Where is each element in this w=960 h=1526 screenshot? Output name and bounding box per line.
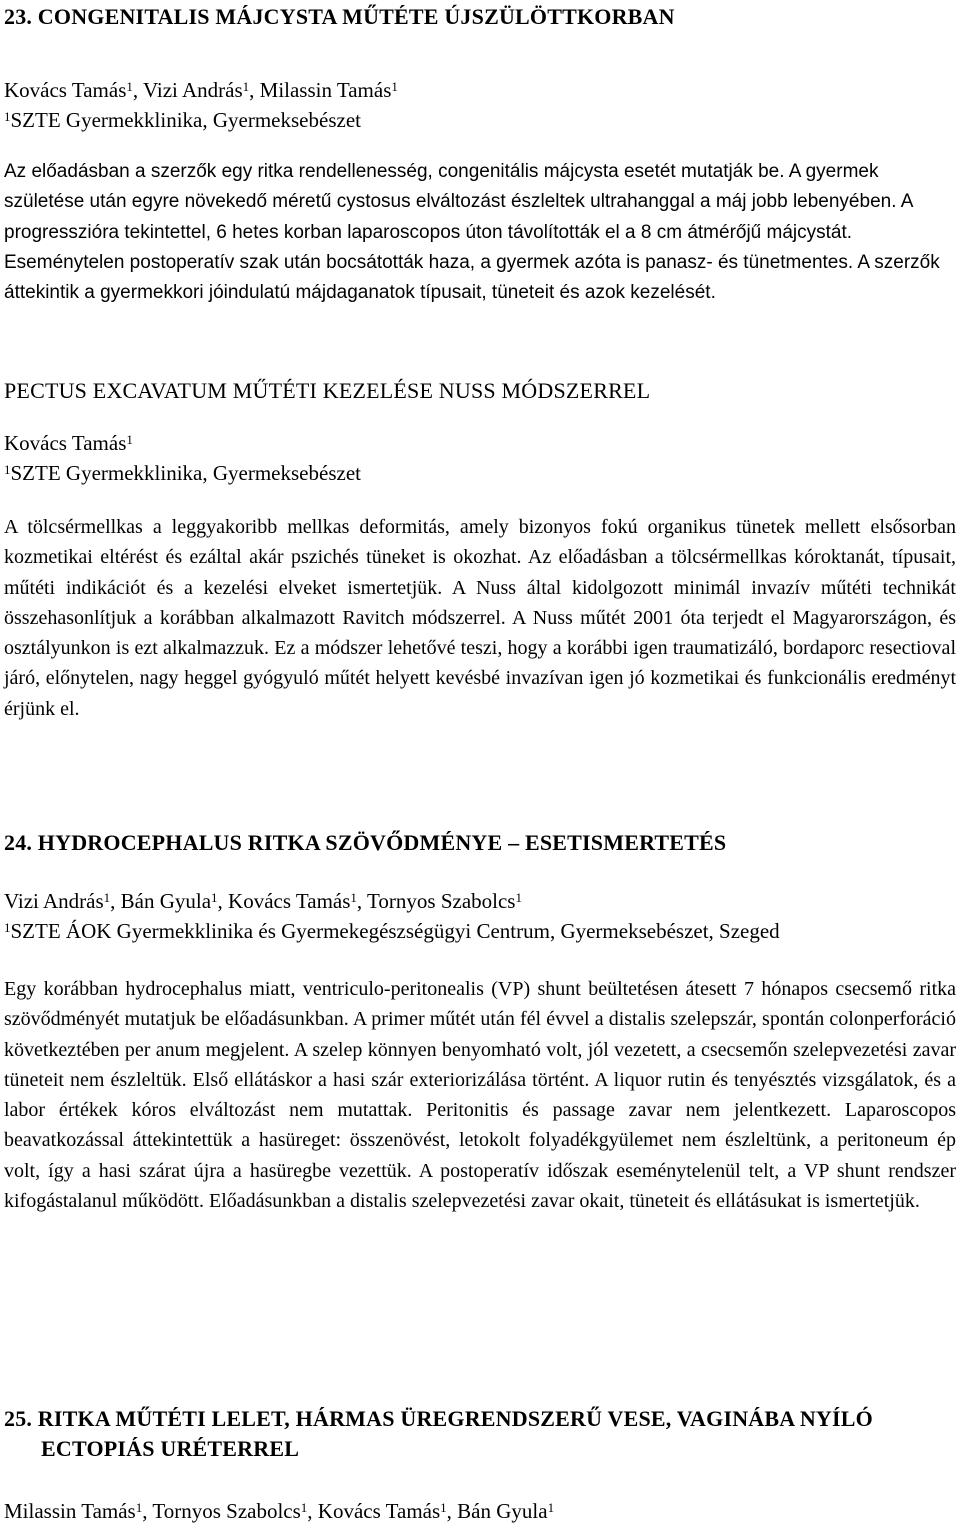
author-affiliation-mark: 1	[135, 1500, 143, 1515]
affiliation	[4, 458, 956, 488]
author-list: Kovács Tamás$^1$, Vizi András$^1$, Milassin Tamás$^1$	[4, 78, 398, 102]
author-list: Vizi András$^1$, Bán Gyula$^1$, Kovács Tamás$^1$, Tornyos Szabolcs$^1$	[4, 889, 522, 913]
author-list: Milassin Tamás$^1$, Tornyos Szabolcs$^1$, Kovács Tamás$^1$, Bán Gyula$^1$	[4, 1499, 555, 1523]
affiliation	[4, 105, 956, 135]
affiliation-text: SZTE Gyermekklinika, Gyermeksebészet	[10, 108, 361, 132]
author-affiliation-mark: 1	[242, 79, 250, 94]
section-title: 24. HYDROCEPHALUS RITKA SZÖVŐDMÉNYE – ESETISMERTETÉS	[4, 830, 727, 855]
abstract-section-25	[4, 1404, 956, 1526]
author-affiliation-mark: 1	[103, 890, 111, 905]
abstract-section-24	[4, 828, 956, 1216]
author-affiliation-mark: 1	[440, 1500, 447, 1515]
author-name: Kovács Tamás	[4, 431, 127, 455]
section-title: PECTUS EXCAVATUM MŰTÉTI KEZELÉSE NUSS MÓDSZERREL	[4, 378, 651, 403]
section-title: 25. RITKA MŰTÉTI LELET, HÁRMAS ÜREGRENDSZERŰ VESE, VAGINÁBA NYÍLÓ ECTOPIÁS URÉTERREL	[4, 1406, 873, 1461]
author-affiliation-mark: 1	[547, 1500, 555, 1515]
author-name: Vizi András	[4, 889, 104, 913]
author-affiliation-mark: 1	[300, 1500, 308, 1515]
affiliation-text: SZTE Gyermekklinika, Gyermeksebészet	[10, 461, 361, 485]
author-name: Tornyos Szabolcs	[152, 1499, 301, 1523]
author-name: Milassin Tamás	[259, 78, 392, 102]
author-affiliation-mark: 1	[350, 890, 357, 905]
affiliation-mark: 1	[4, 920, 11, 935]
author-name: Milassin Tamás	[4, 1499, 136, 1523]
author-name: Bán Gyula	[120, 889, 212, 913]
section-title: 23. CONGENITALIS MÁJCYSTA MŰTÉTE ÚJSZÜLÖTTKORBAN	[4, 4, 675, 29]
abstract-section-23	[4, 2, 956, 308]
author-affiliation-mark: 1	[515, 890, 522, 905]
affiliation-mark: 1	[4, 462, 11, 477]
author-name: Kovács Tamás	[228, 889, 351, 913]
author-name: Tornyos Szabolcs	[367, 889, 516, 913]
author-name: Kovács Tamás	[317, 1499, 441, 1523]
author-name: Kovács Tamás	[4, 78, 127, 102]
author-name: Bán Gyula	[457, 1499, 548, 1523]
abstract-text: Az előadásban a szerzők egy ritka rendellenesség, congenitális májcysta esetét mutatják be. A gyermek születése után egyre növekedő méretű cystosus elváltozást észleltek ultrahanggal a máj jobb lebenyében. A progresszióra tekintettel, 6 hetes korban laparoscopos úton távolították el a 8 cm átmérőjű májcystát. Eseménytelen postoperatív szak után bocsátották haza, a gyermek azóta is panasz- és tünetmentes. A szerzők áttekintik a gyermekkori jóindulatú májdaganatok típusait, tüneteit és azok kezelését.	[4, 161, 940, 304]
abstract-section-pectus	[4, 376, 956, 724]
author-list	[4, 428, 956, 458]
affiliation-mark: 1	[4, 109, 11, 124]
affiliation	[4, 916, 956, 946]
author-affiliation-mark: 1	[126, 79, 133, 94]
abstract-text: Egy korábban hydrocephalus miatt, ventriculo-peritonealis (VP) shunt beültetésen átesett 7 hónapos csecsemő ritka szövődményét mutatjuk be előadásunkban. A primer műtét után fél évvel a distalis szelepszár, spontán colonperforáció következtében per anum megjelent. A szelep könnyen benyomható volt, jól vezetett, a csecsemőn szelepvezetési zavar tüneteit nem észleltük. Első ellátáskor a hasi szár exteriorizálása történt. A liquor rutin és tenyésztés vizsgálatok, és a labor értékek kóros elváltozást nem mutattak. Peritonitis és passage zavar nem jelentkezett. Laparoscopos beavatkozással áttekintettük a hasüreget: összenövést, letokolt folyadékgyülemet nem észleltünk, a peritoneum ép volt, így a hasi szárat újra a hasüregbe vezettük. A postoperatív időszak eseménytelenül telt, a VP shunt rendszer kifogástalanul működött. Előadásunkban a distalis szelepvezetési zavar okait, tüneteit és ellátásukat is ismertetjük.	[4, 978, 956, 1213]
author-affiliation-mark: 1	[211, 890, 218, 905]
author-name: Vizi András	[143, 78, 243, 102]
abstract-text: A tölcsérmellkas a leggyakoribb mellkas deformitás, amely bizonyos fokú organikus tünetek mellett elsősorban kozmetikai eltérést és ezáltal akár pszichés tüneket is okozhat. Az előadásban a tölcsérmellkas kóroktanát, típusait, műtéti indikációt és a kezelési elveket ismertetjük. A Nuss által kidolgozott minimál invazív műtéti technikát összehasonlítjuk a korábban alkalmazott Ravitch módszerrel. A Nuss műtét 2001 óta terjedt el Magyarországon, és osztályunkon is ezt alkalmazzuk. Ez a módszer lehetővé teszi, hogy a korábbi igen traumatizáló, bordaporc resectioval járó, előnytelen, nagy heggel gyógyuló műtét helyett kevésbé invazívan igen jó kozmetikai és funkcionális eredményt érjünk el.	[4, 516, 956, 720]
author-affiliation-mark: 1	[126, 432, 133, 447]
author-affiliation-mark: 1	[391, 79, 398, 94]
affiliation-text: SZTE ÁOK Gyermekklinika és Gyermekegészségügyi Centrum, Gyermeksebészet, Szeged	[10, 919, 780, 943]
